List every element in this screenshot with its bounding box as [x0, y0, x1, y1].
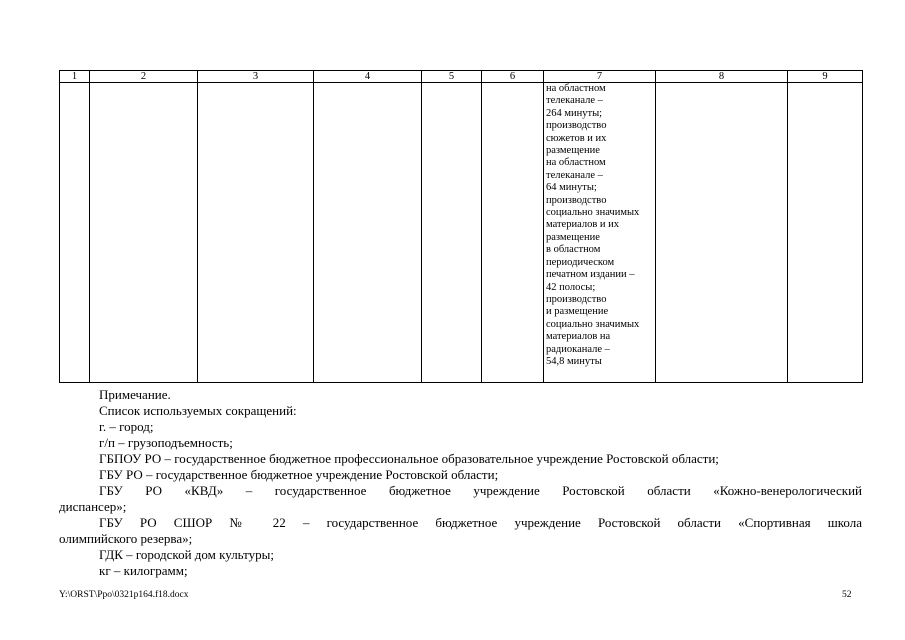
abbreviation-item: г/п – грузоподъемность; [99, 435, 233, 450]
table-cell-3 [198, 83, 314, 383]
cell-text-line: 42 полосы; [546, 281, 596, 293]
cell-text-line: телеканале – [546, 95, 603, 107]
abbreviation-item: ГБПОУ РО – государственное бюджетное профессиональное образовательное учреждение Ростовской области; [99, 451, 719, 466]
table-header-row [60, 71, 863, 83]
cell-text-line: производство [546, 194, 607, 206]
abbreviation-item: ГБУ РО «КВД» – государственное бюджетное учреждение Ростовской области «Кожно-венерологический [99, 483, 862, 498]
table-cell-9 [788, 83, 863, 383]
column-header-6: 6 [482, 71, 544, 83]
cell-text-line: социально значимых [546, 318, 640, 330]
cell-text-line: периодическом [546, 256, 615, 268]
abbreviation-item: ГБУ РО СШОР № 22 – государственное бюджетное учреждение Ростовской области «Спортивная школа [99, 515, 862, 530]
table-cell-5 [422, 83, 482, 383]
column-header-2: 2 [90, 71, 198, 83]
table-cell-6 [482, 83, 544, 383]
cell-text-line: на областном [546, 83, 606, 94]
notes-section [59, 387, 862, 579]
cell-text-line: сюжетов и их [546, 132, 607, 144]
cell-text-line: 264 минуты; [546, 107, 603, 119]
cell-text-line: радиоканале – [546, 343, 610, 355]
page-number: 52 [842, 590, 852, 600]
column-header-8: 8 [656, 71, 788, 83]
cell-text-line: в областном [546, 244, 601, 256]
abbreviation-item: ГДК – городской дом культуры; [99, 547, 274, 562]
cell-text-line: телеканале – [546, 169, 603, 181]
cell-text-line: социально значимых [546, 207, 640, 219]
abbreviation-item-continuation: диспансер»; [59, 499, 127, 514]
cell-text-line: 54,8 минуты [546, 355, 602, 367]
column-header-4: 4 [314, 71, 422, 83]
column-header-9: 9 [788, 71, 863, 83]
cell-text-line: материалов и их [546, 219, 620, 231]
cell-text-line: и размещение [546, 306, 609, 318]
data-table [59, 70, 863, 383]
cell-text-line: производство [546, 120, 607, 132]
column-header-7: 7 [544, 71, 656, 83]
abbreviation-item: ГБУ РО – государственное бюджетное учреждение Ростовской области; [99, 467, 499, 482]
table-row [60, 83, 863, 383]
cell-text-line: на областном [546, 157, 606, 169]
footer-file-path: Y:\ORST\Ppo\0321p164.f18.docx [59, 590, 189, 600]
table-cell-4 [314, 83, 422, 383]
notes-title: Примечание. [99, 387, 171, 402]
column-header-3: 3 [198, 71, 314, 83]
abbreviations-heading: Список используемых сокращений: [99, 403, 297, 418]
column-header-5: 5 [422, 71, 482, 83]
cell-text-line: 64 минуты; [546, 182, 597, 194]
table-cell-2 [90, 83, 198, 383]
abbreviation-item: кг – килограмм; [99, 563, 188, 578]
cell-text-line: производство [546, 293, 607, 305]
cell-text-line: печатном издании – [546, 269, 635, 281]
column-header-1: 1 [60, 71, 90, 83]
cell-text-line: размещение [546, 145, 600, 157]
cell-text-line: размещение [546, 231, 600, 243]
abbreviation-item-continuation: олимпийского резерва»; [59, 531, 193, 546]
table-cell-7 [544, 83, 656, 383]
table-cell-8 [656, 83, 788, 383]
abbreviation-item: г. – город; [99, 419, 154, 434]
cell-text-line: материалов на [546, 331, 611, 343]
table-cell-1 [60, 83, 90, 383]
